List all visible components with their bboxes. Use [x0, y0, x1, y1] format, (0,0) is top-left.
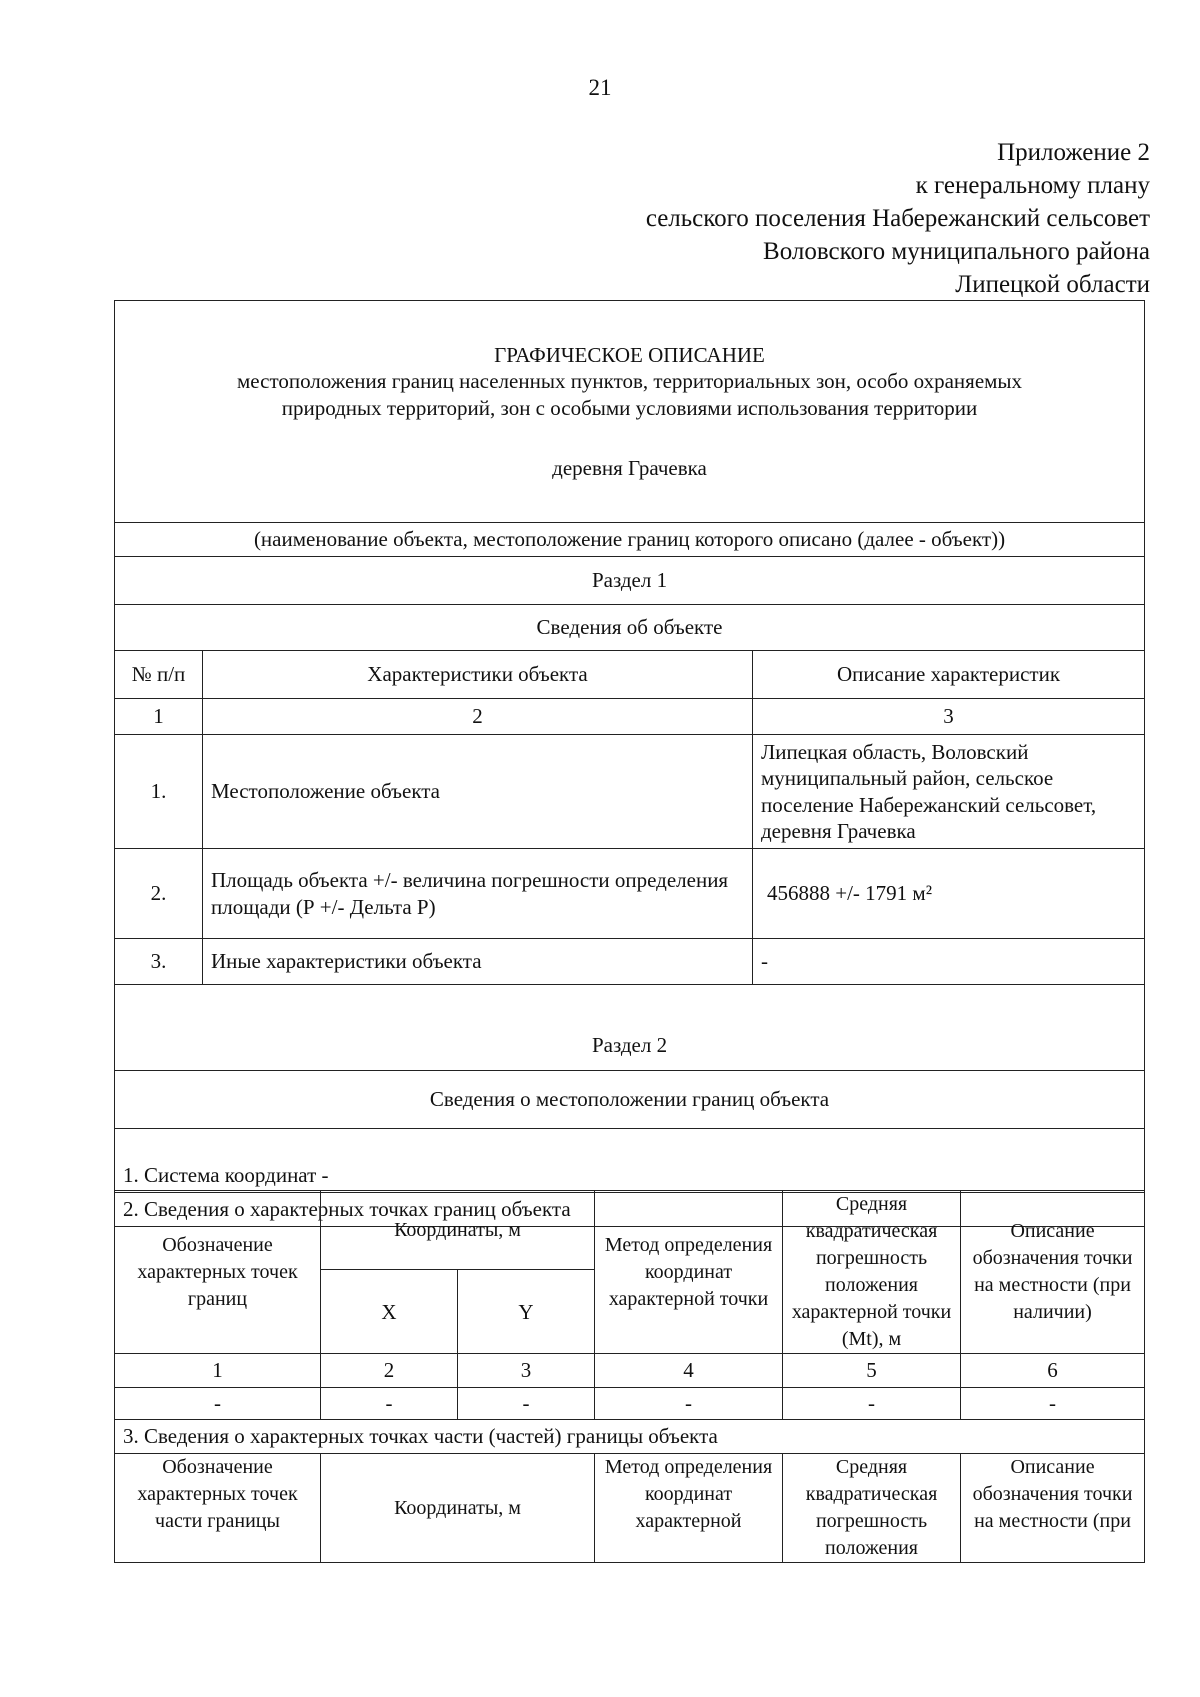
column-number: 6	[961, 1354, 1145, 1388]
section1-numbers-row	[115, 699, 1145, 735]
appendix-block	[450, 136, 1150, 301]
characteristic-name: Местоположение объекта	[203, 735, 753, 849]
points-header: Метод определения координат характерной точки	[595, 1191, 783, 1354]
characteristic-name: Площадь объекта +/- величина погрешности определения площади (Р +/- Дельта Р)	[203, 849, 753, 939]
points-header-row	[115, 1191, 1145, 1270]
points-numbers-row	[115, 1354, 1145, 1388]
appendix-line: к генеральному плану	[915, 172, 1150, 199]
section2-title-row	[115, 985, 1145, 1071]
column-number: 2	[321, 1354, 458, 1388]
parts-title: 3. Сведения о характерных точках части (частей) границы объекта	[115, 1420, 1145, 1454]
column-number: 5	[783, 1354, 961, 1388]
row-number: 1.	[115, 735, 203, 849]
column-number: 1	[115, 699, 203, 735]
section1-header-row	[115, 651, 1145, 699]
characteristic-value: Липецкая область, Воловский муниципальный район, сельское поселение Набережанский сельсовет, деревня Грачевка	[753, 735, 1145, 849]
parts-header: Средняя квадратическая погрешность положения	[783, 1454, 961, 1563]
document-subtitle: местоположения границ населенных пунктов, территориальных зон, особо охраняемых	[236, 369, 1023, 394]
parts-header-row	[115, 1454, 1145, 1563]
section1-title: Раздел 1	[115, 557, 1145, 605]
row-number: 3.	[115, 939, 203, 985]
coord-system-row	[115, 1129, 1145, 1193]
parts-header: Метод определения координат характерной	[595, 1454, 783, 1563]
points-header: Описание обозначения точки на местности (при наличии)	[961, 1191, 1145, 1354]
characteristic-name: Иные характеристики объекта	[203, 939, 753, 985]
header-row	[115, 301, 1145, 523]
section1-subtitle-row	[115, 605, 1145, 651]
appendix-line: Приложение 2	[997, 139, 1150, 166]
document-subtitle: природных территорий, зон с особыми условиями использования территории	[281, 395, 978, 420]
column-header: № п/п	[115, 651, 203, 699]
parts-header: Описание обозначения точки на местности (при	[961, 1454, 1145, 1563]
object-caption-row	[115, 523, 1145, 557]
document-title: ГРАФИЧЕСКОЕ ОПИСАНИЕ	[494, 343, 765, 367]
parts-title-row	[115, 1420, 1145, 1454]
appendix-line: сельского поселения Набережанский сельсовет	[645, 205, 1150, 232]
page-number: 21	[588, 75, 612, 100]
points-cell: -	[115, 1388, 321, 1420]
appendix-line: Воловского муниципального района	[763, 238, 1150, 265]
points-header: Обозначение характерных точек границ	[115, 1191, 321, 1354]
column-header: Описание характеристик	[753, 651, 1145, 699]
points-cell: -	[321, 1388, 458, 1420]
graphic-description-table	[114, 300, 1145, 1227]
coord-system: 1. Система координат -	[115, 1129, 1145, 1193]
appendix-line: Липецкой области	[955, 271, 1150, 298]
points-cell: -	[961, 1388, 1145, 1420]
row-number: 2.	[115, 849, 203, 939]
points-header-x: X	[321, 1270, 458, 1354]
coordinates-table	[114, 1190, 1145, 1563]
section2-subtitle-row	[115, 1071, 1145, 1129]
table-row	[115, 735, 1145, 849]
table-row	[115, 1388, 1145, 1420]
section1-subtitle: Сведения об объекте	[115, 605, 1145, 651]
characteristic-value: -	[753, 939, 1145, 985]
parts-header: Координаты, м	[321, 1454, 595, 1563]
column-number: 2	[203, 699, 753, 735]
points-header: Средняя квадратическая погрешность положения характерной точки (Mt), м	[783, 1191, 961, 1354]
points-title: 2. Сведения о характерных точках границ объекта	[115, 1193, 1145, 1227]
object-caption: (наименование объекта, местоположение границ которого описано (далее - объект))	[115, 523, 1145, 557]
section2-title: Раздел 2	[115, 985, 1145, 1071]
points-cell: -	[458, 1388, 595, 1420]
section1-title-row	[115, 557, 1145, 605]
table-row	[115, 849, 1145, 939]
column-number: 3	[753, 699, 1145, 735]
section2-subtitle: Сведения о местоположении границ объекта	[115, 1071, 1145, 1129]
points-cell: -	[595, 1388, 783, 1420]
points-cell: -	[783, 1388, 961, 1420]
object-name: деревня Грачевка	[552, 455, 707, 480]
characteristic-value: 456888 +/- 1791 м²	[753, 849, 1145, 939]
header-cell	[115, 301, 1145, 523]
column-header: Характеристики объекта	[203, 651, 753, 699]
points-header-y: Y	[458, 1270, 595, 1354]
column-number: 3	[458, 1354, 595, 1388]
points-header: Координаты, м	[321, 1191, 595, 1270]
column-number: 1	[115, 1354, 321, 1388]
parts-header: Обозначение характерных точек части границы	[115, 1454, 321, 1563]
table-row	[115, 939, 1145, 985]
column-number: 4	[595, 1354, 783, 1388]
